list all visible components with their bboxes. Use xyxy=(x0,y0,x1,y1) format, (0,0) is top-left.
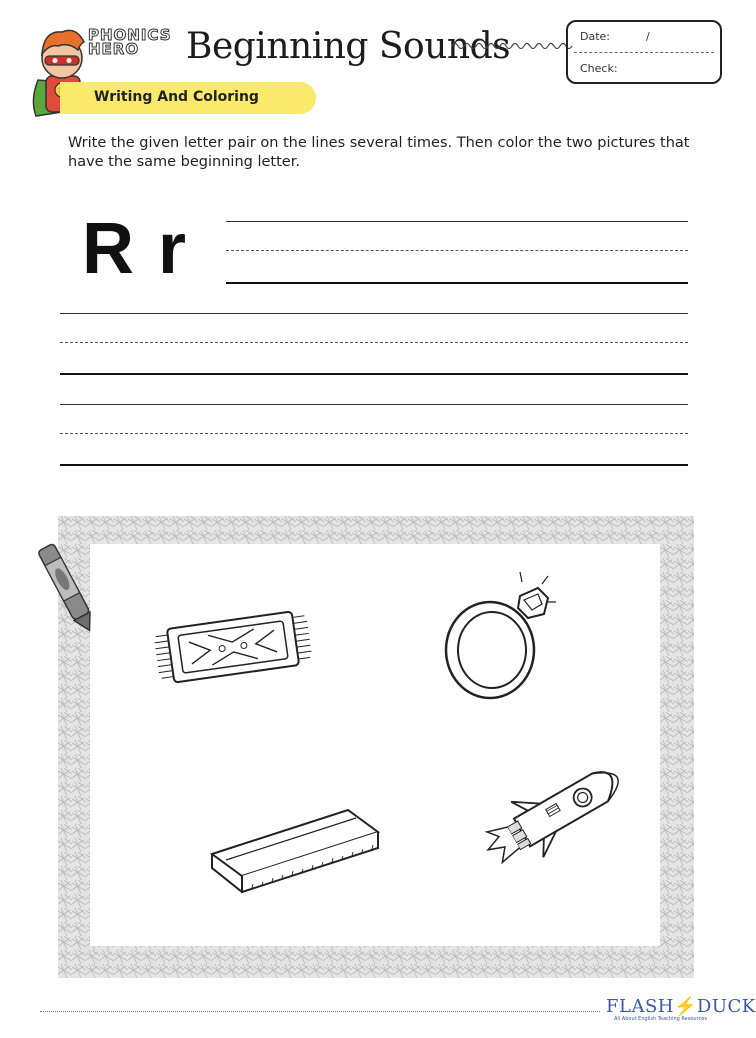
rug-picture xyxy=(150,604,316,690)
brand-left: FLASH xyxy=(606,996,674,1017)
check-label: Check: xyxy=(580,62,618,75)
brand-line-1: PHONICS xyxy=(88,26,172,44)
rocket-picture xyxy=(476,742,646,878)
writing-line-base xyxy=(60,464,688,466)
crayon-icon xyxy=(32,536,102,640)
writing-line-mid xyxy=(60,433,688,434)
date-check-box xyxy=(566,20,722,84)
worksheet-subtitle: Writing And Coloring xyxy=(94,89,259,105)
brand-logo-text xyxy=(88,28,172,56)
lightning-icon: ⚡ xyxy=(673,996,697,1017)
writing-line-top xyxy=(60,313,688,314)
letter-pair: R r xyxy=(82,209,189,289)
title-wave-decoration xyxy=(452,38,572,52)
date-label: Date: xyxy=(580,30,610,43)
writing-line-base xyxy=(226,282,688,284)
flashduck-tagline: All About English Teaching Resources xyxy=(614,1016,707,1022)
writing-line-mid xyxy=(226,250,688,251)
footer-divider xyxy=(40,1011,600,1012)
flashduck-logo xyxy=(606,996,756,1017)
brand-right: DUCK xyxy=(696,996,756,1017)
date-check-divider xyxy=(574,52,714,53)
date-slash: / xyxy=(646,30,650,43)
instructions-text: Write the given letter pair on the lines several times. Then color the two pictures that have the same beginning letter. xyxy=(68,135,690,170)
page-title: Beginning Sounds xyxy=(186,26,511,67)
ring-picture xyxy=(440,566,560,702)
brand-line-2: HERO xyxy=(88,40,140,58)
writing-line-base xyxy=(60,373,688,375)
ruler-picture xyxy=(206,806,384,898)
writing-line-top xyxy=(60,404,688,405)
writing-line-mid xyxy=(60,342,688,343)
writing-line-top xyxy=(226,221,688,222)
